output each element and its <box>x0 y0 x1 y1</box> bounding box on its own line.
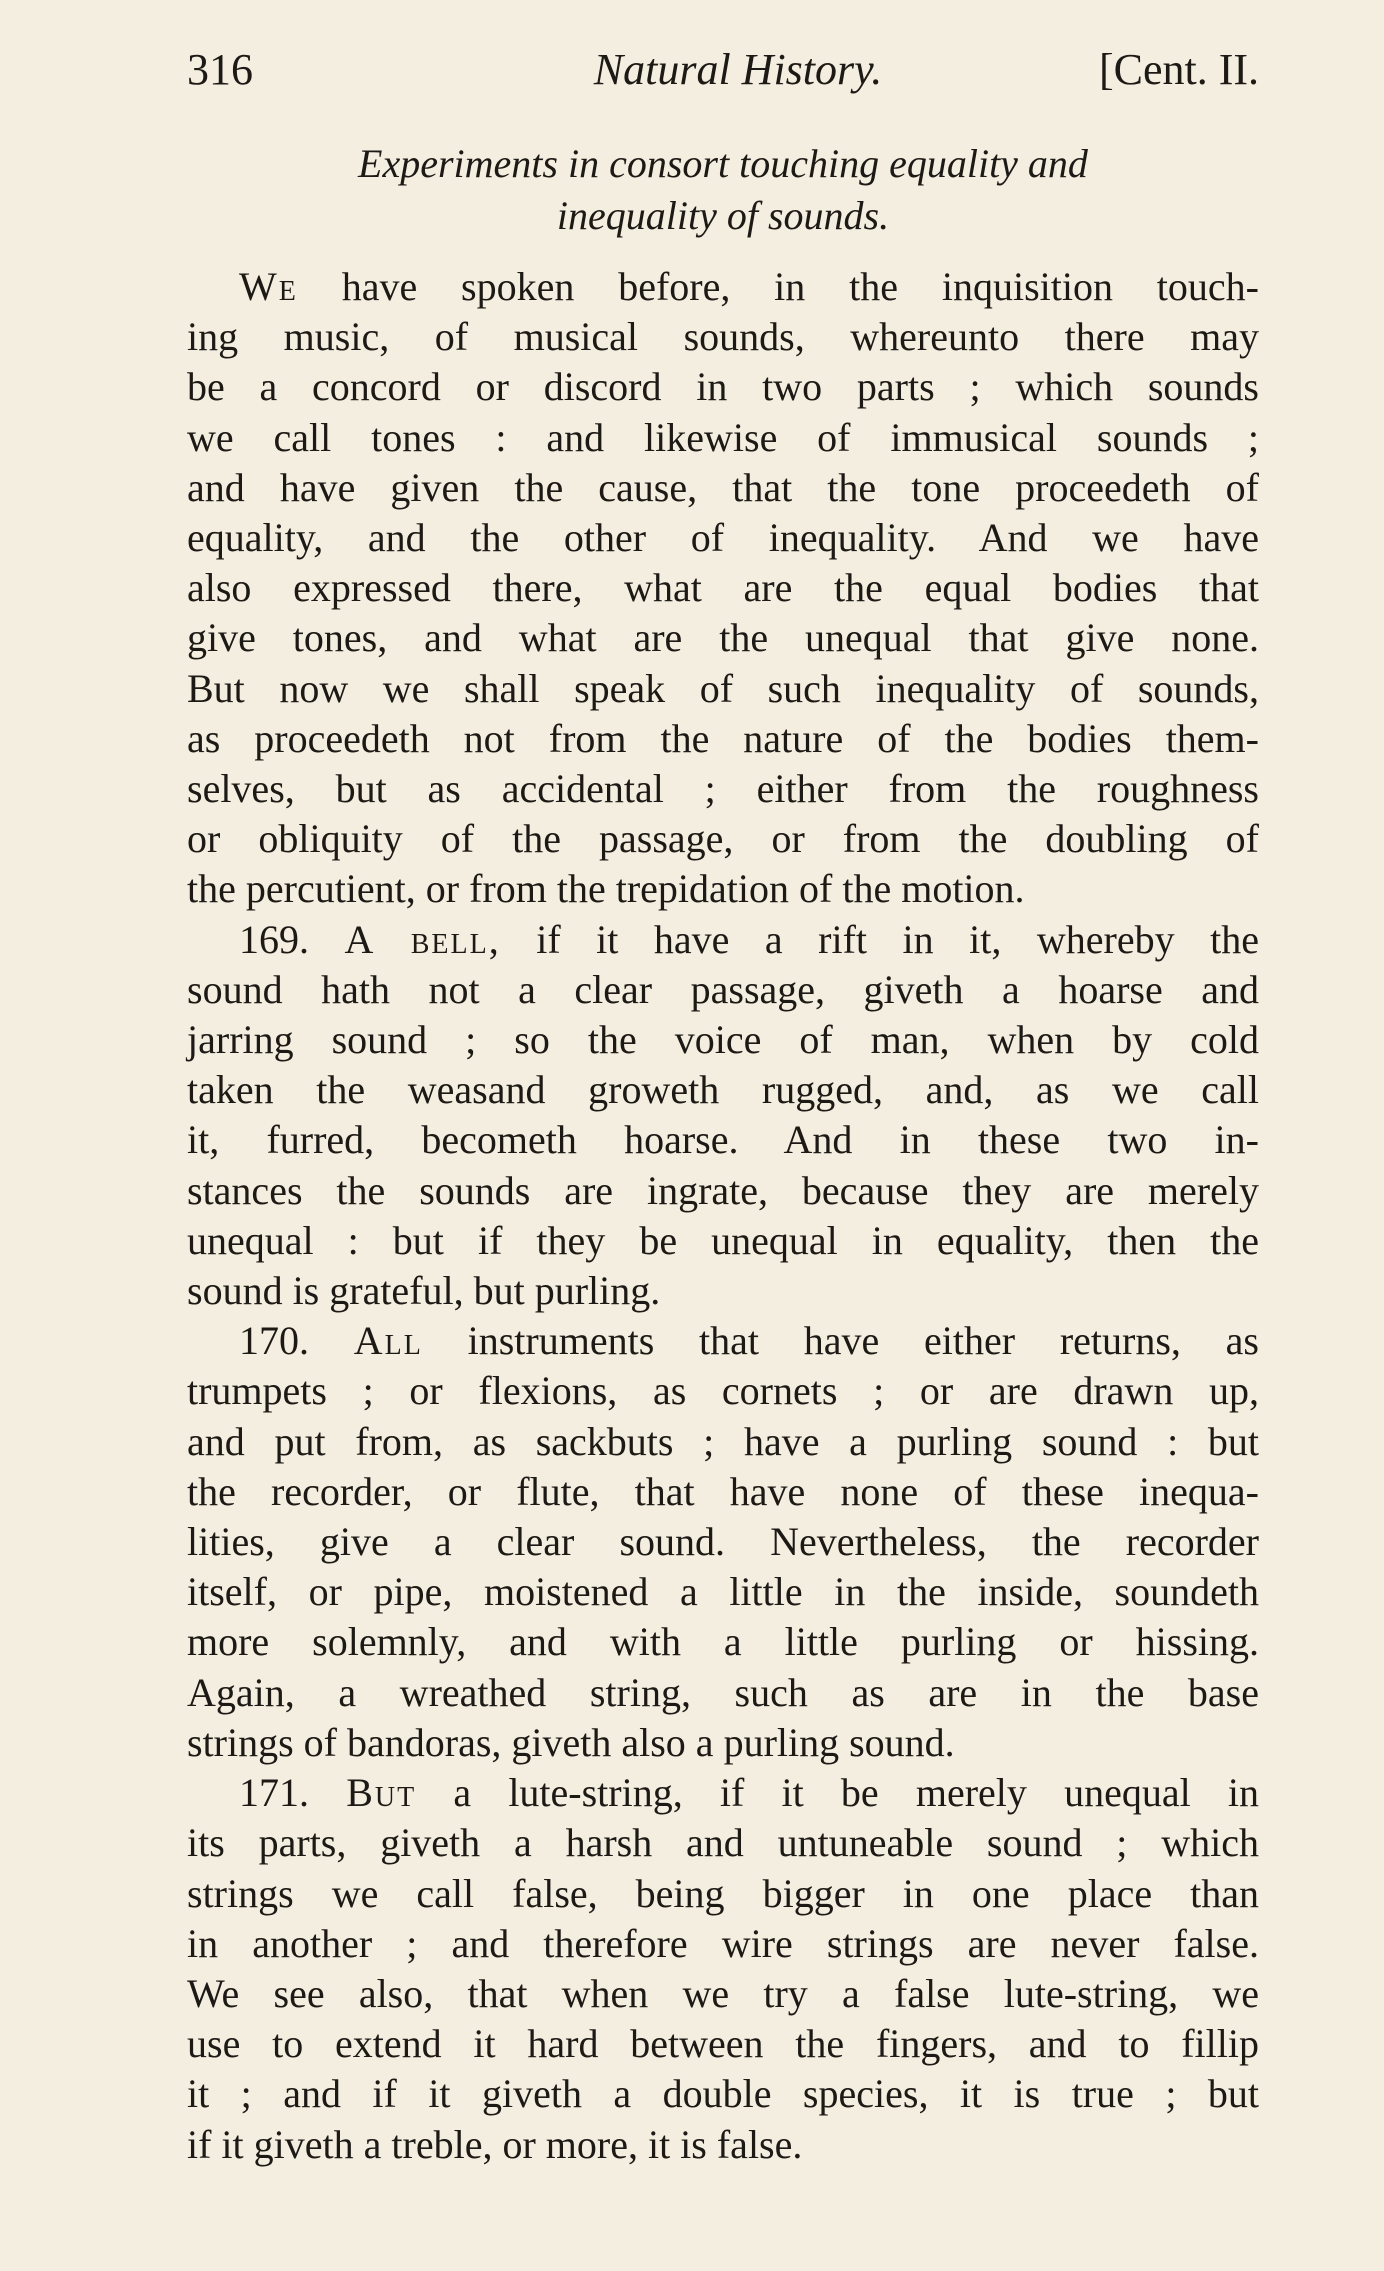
text-line: jarring sound ; so the voice of man, when by cold <box>187 1017 1259 1063</box>
lead-word: But <box>346 1770 417 1816</box>
line-text: a lute-string, if it be merely unequal in <box>416 1770 1260 1816</box>
section-heading-line: Experiments in consort touching equality and <box>358 141 1088 186</box>
line-text: instruments that have either returns, as <box>422 1318 1259 1364</box>
text-line: selves, but as accidental ; either from the roughness <box>187 766 1259 812</box>
text-line: use to extend it hard between the fingers, and to fillip <box>187 2021 1259 2067</box>
text-line: the recorder, or flute, that have none of these inequa- <box>187 1468 1259 1514</box>
text-line: it, furred, becometh hoarse. And in these two in- <box>187 1117 1259 1163</box>
text-line: stances the sounds are ingrate, because they are merely <box>187 1167 1259 1213</box>
text-line: sound is grateful, but purling. <box>187 1268 661 1314</box>
body-text <box>187 262 1259 2170</box>
running-head <box>187 40 1259 100</box>
intro-paragraph-last-line <box>187 864 1259 914</box>
text-line: the percutient, or from the trepidation of the motion. <box>187 866 1025 912</box>
lead-word: A bell, <box>344 916 501 962</box>
text-line: Again, a wreathed string, such as are in the base <box>187 1669 1259 1715</box>
text-line: unequal : but if they be unequal in equality, then the <box>187 1217 1259 1263</box>
text-line <box>187 262 1259 312</box>
section-heading <box>187 138 1259 242</box>
text-line <box>187 1316 1259 1366</box>
text-line: taken the weasand groweth rugged, and, as we call <box>187 1067 1259 1113</box>
text-line: its parts, giveth a harsh and untuneable sound ; which <box>187 1820 1259 1866</box>
text-line: give tones, and what are the unequal that give none. <box>187 615 1259 661</box>
text-line: lities, give a clear sound. Nevertheless, the recorder <box>187 1519 1259 1565</box>
text-line: strings we call false, being bigger in one place than <box>187 1870 1259 1916</box>
text-line: trumpets ; or flexions, as cornets ; or are drawn up, <box>187 1368 1259 1414</box>
text-line: strings of bandoras, giveth also a purling sound. <box>187 1719 955 1765</box>
text-line: itself, or pipe, moistened a little in the inside, soundeth <box>187 1569 1259 1615</box>
text-line: and have given the cause, that the tone proceedeth of <box>187 464 1259 510</box>
paragraph-number: 169. <box>239 916 309 962</box>
paragraph-170-last-line <box>187 1718 1259 1768</box>
running-section: [Cent. II. <box>1098 45 1259 94</box>
text-line: or obliquity of the passage, or from the doubling of <box>187 816 1259 862</box>
section-heading-line: inequality of sounds. <box>556 193 890 238</box>
text-line: we call tones : and likewise of immusical sounds ; <box>187 414 1259 460</box>
text-line: sound hath not a clear passage, giveth a hoarse and <box>187 966 1259 1012</box>
line-text: have spoken before, in the inquisition touch- <box>297 264 1259 309</box>
text-line: We see also, that when we try a false lute-string, we <box>187 1970 1259 2016</box>
text-line: as proceedeth not from the nature of the bodies them- <box>187 715 1259 761</box>
text-line: also expressed there, what are the equal bodies that <box>187 565 1259 611</box>
text-line: be a concord or discord in two parts ; which sounds <box>187 364 1259 410</box>
running-title: Natural History. <box>593 45 883 94</box>
paragraph-171 <box>187 1768 1259 2119</box>
intro-paragraph <box>187 262 1259 864</box>
text-line: if it giveth a treble, or more, it is false. <box>187 2121 803 2167</box>
page-number: 316 <box>187 45 253 94</box>
text-line: more solemnly, and with a little purling or hissing. <box>187 1619 1259 1665</box>
lead-word: All <box>353 1318 423 1364</box>
text-line: it ; and if it giveth a double species, it is true ; but <box>187 2071 1259 2117</box>
line-text: if it have a rift in it, whereby the <box>500 916 1260 962</box>
text-line: equality, and the other of inequality. And we have <box>187 515 1259 561</box>
paragraph-169-last-line <box>187 1266 1259 1316</box>
text-line <box>187 1768 1259 1818</box>
paragraph-171-last-line <box>187 2120 1259 2170</box>
text-line: and put from, as sackbuts ; have a purling sound : but <box>187 1418 1259 1464</box>
text-line <box>187 915 1259 965</box>
paragraph-number: 171. <box>239 1770 309 1816</box>
text-line: But now we shall speak of such inequality of sounds, <box>187 665 1259 711</box>
text-line: ing music, of musical sounds, whereunto there may <box>187 314 1259 360</box>
paragraph-number: 170. <box>239 1318 309 1364</box>
lead-word: We <box>239 264 298 309</box>
text-line: in another ; and therefore wire strings are never false. <box>187 1920 1259 1966</box>
paragraph-169 <box>187 915 1259 1266</box>
paragraph-170 <box>187 1316 1259 1718</box>
